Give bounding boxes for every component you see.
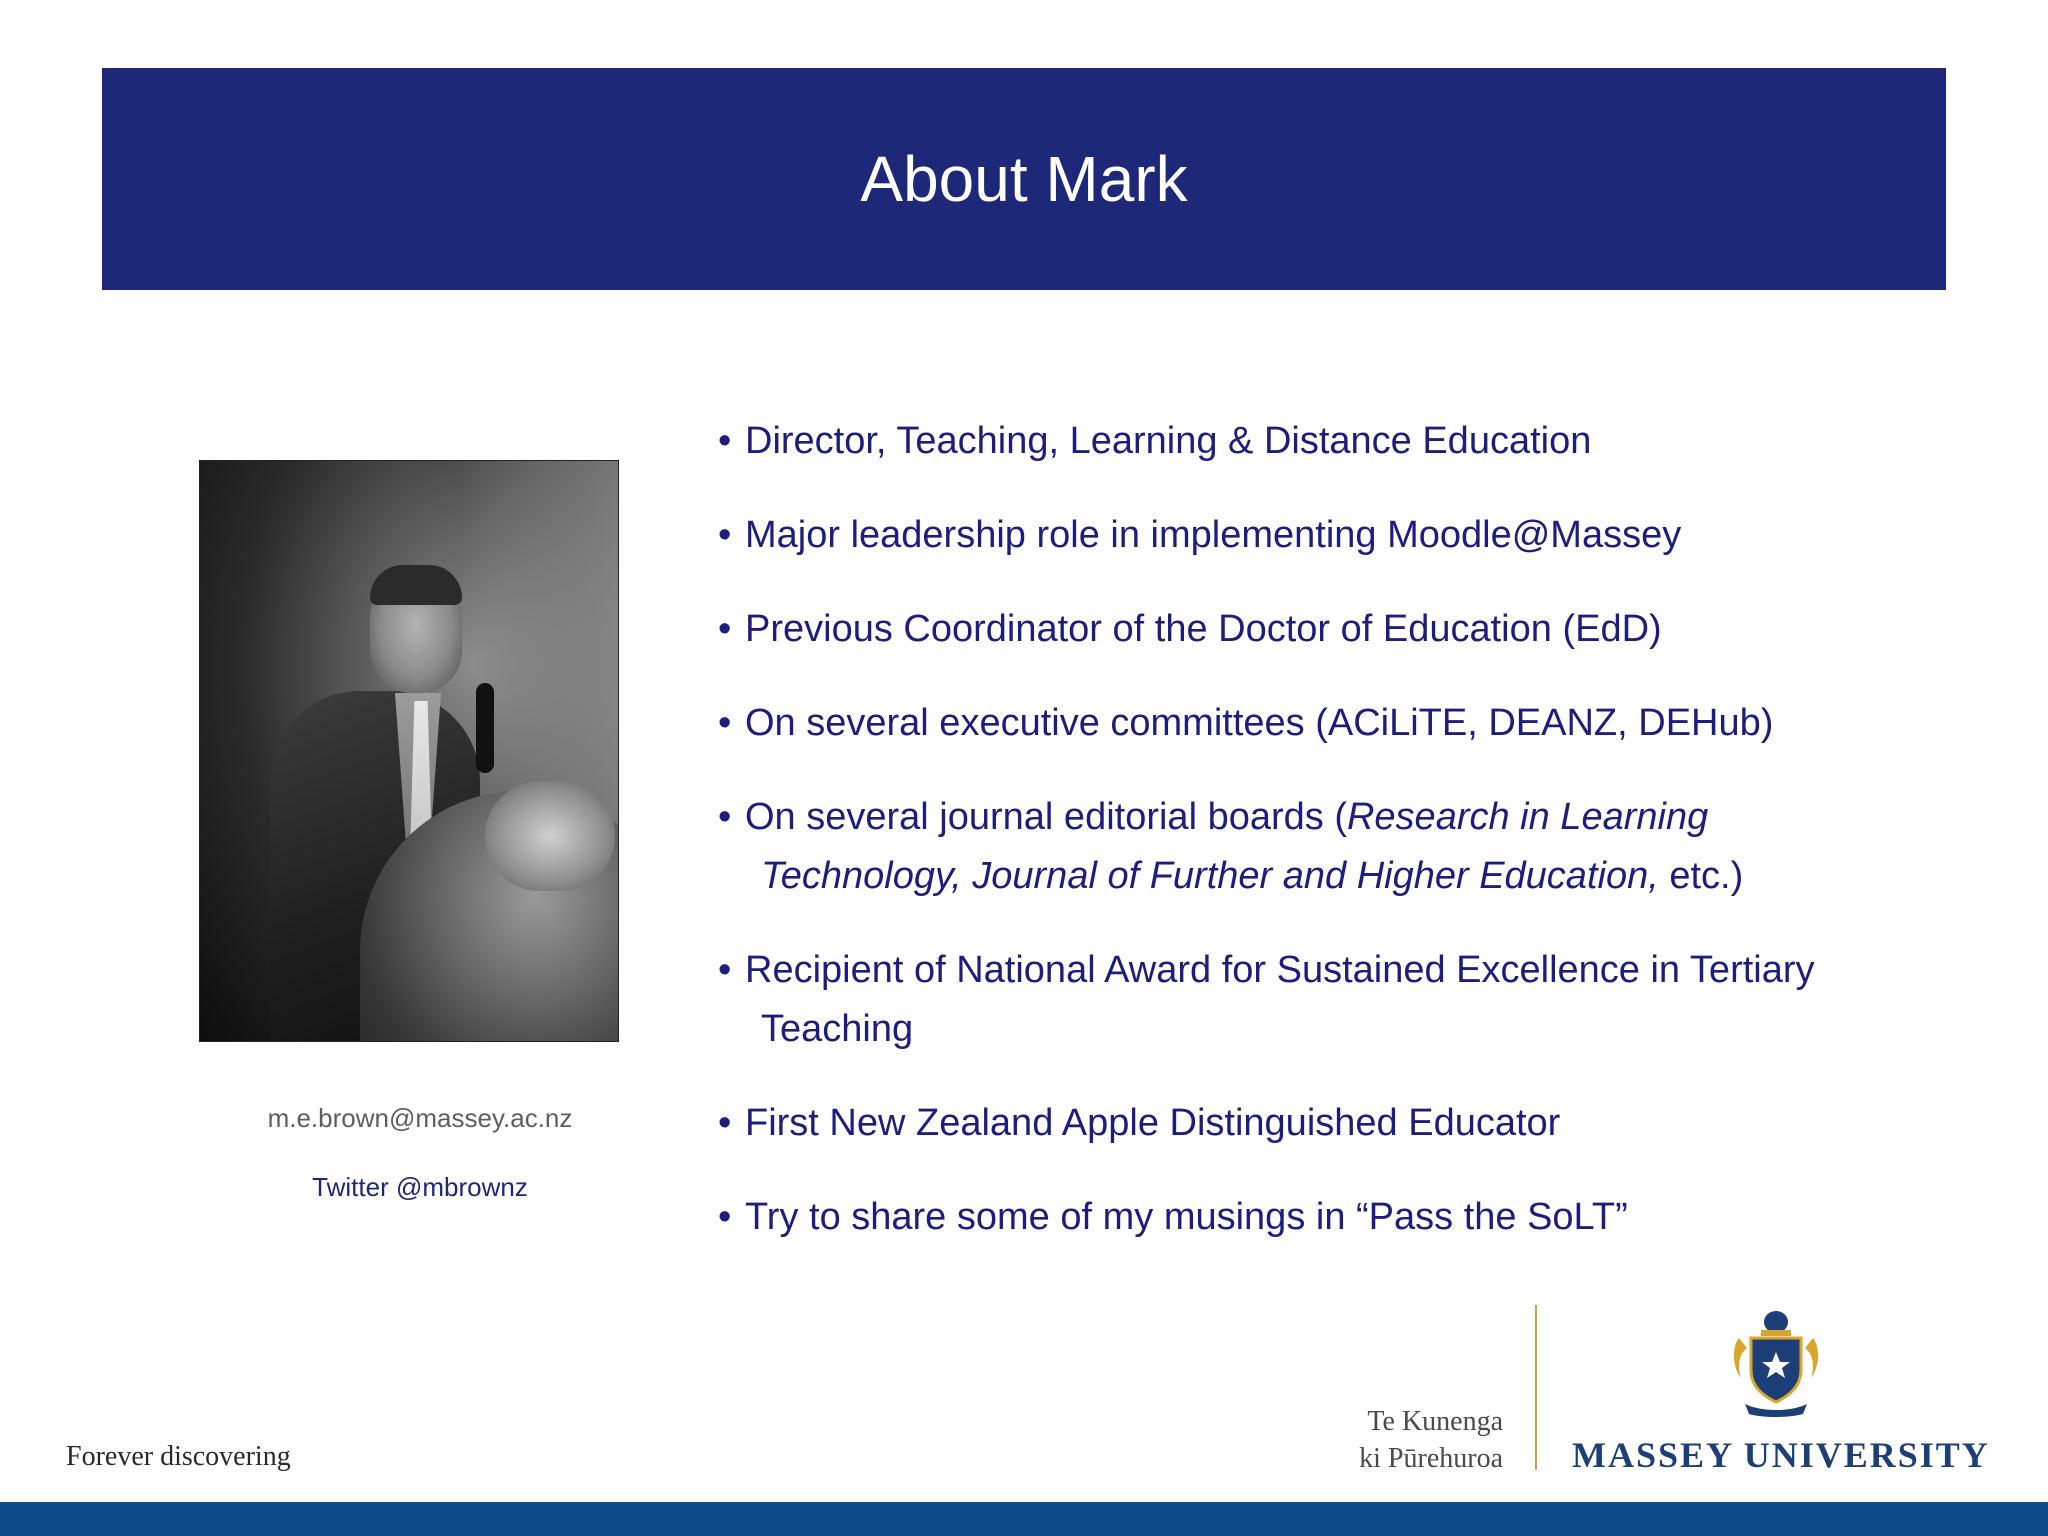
photo-audience-hair [485, 781, 615, 891]
bullet-item [718, 1188, 1938, 1247]
bullet-dot: • [718, 514, 732, 556]
bullet-item [718, 788, 1938, 906]
photo-presenter-hair [370, 565, 462, 605]
contact-email: m.e.brown@massey.ac.nz [267, 1103, 573, 1133]
maori-name-line2: ki Pūrehuroa [1359, 1443, 1503, 1474]
journal-title-text: Technology, Journal of Further and Higher Education, [761, 855, 1659, 897]
title-banner [102, 68, 1946, 290]
university-wordmark: MASSEY UNIVERSITY [1572, 1435, 1990, 1475]
bullet-item [718, 941, 1938, 1059]
bullet-text-segment: On several journal editorial boards ( [745, 796, 1347, 838]
bullet-text-line1 [745, 796, 1708, 838]
maori-name [1290, 1403, 1503, 1477]
massey-crest-icon [1727, 1308, 1825, 1418]
bullet-item [718, 600, 1938, 659]
bullet-list [718, 412, 1938, 1247]
bullet-text: Major leadership role in implementing Moodle@Massey [745, 514, 1682, 556]
bullet-dot: • [718, 420, 732, 462]
bullet-item [718, 694, 1938, 753]
microphone-icon [476, 683, 494, 773]
footer-divider [1535, 1305, 1537, 1470]
bullet-text: Previous Coordinator of the Doctor of Education (EdD) [745, 608, 1662, 650]
bullet-text-line1: Recipient of National Award for Sustained Excellence in Tertiary [745, 949, 1815, 991]
footer-tagline: Forever discovering [66, 1441, 291, 1472]
bullet-text: Try to share some of my musings in “Pass the SoLT” [745, 1196, 1628, 1238]
bullet-text: First New Zealand Apple Distinguished Educator [745, 1102, 1561, 1144]
bullet-text: Director, Teaching, Learning & Distance Education [745, 420, 1592, 462]
bullet-item [718, 1094, 1938, 1153]
footer-band [0, 1502, 2048, 1536]
bullet-dot: • [718, 949, 732, 991]
contact-twitter: Twitter @mbrownz [312, 1172, 528, 1202]
bullet-text-line2: Teaching [761, 1008, 914, 1050]
maori-name-line1: Te Kunenga [1367, 1406, 1503, 1437]
bullet-dot: • [718, 1102, 732, 1144]
bullet-dot: • [718, 796, 732, 838]
bullet-item [718, 506, 1938, 565]
slide-title: About Mark [860, 143, 1188, 215]
bullet-dot: • [718, 1196, 732, 1238]
bullet-dot: • [718, 702, 732, 744]
bullet-text: On several executive committees (ACiLiTE, DEANZ, DEHub) [745, 702, 1774, 744]
bullet-item [718, 412, 1938, 471]
journal-title-text: Research in Learning [1346, 796, 1709, 838]
bullet-dot: • [718, 608, 732, 650]
bullet-text-line2 [745, 847, 1938, 906]
presenter-photo [199, 460, 619, 1042]
bullet-text-segment: etc.) [1658, 855, 1744, 897]
